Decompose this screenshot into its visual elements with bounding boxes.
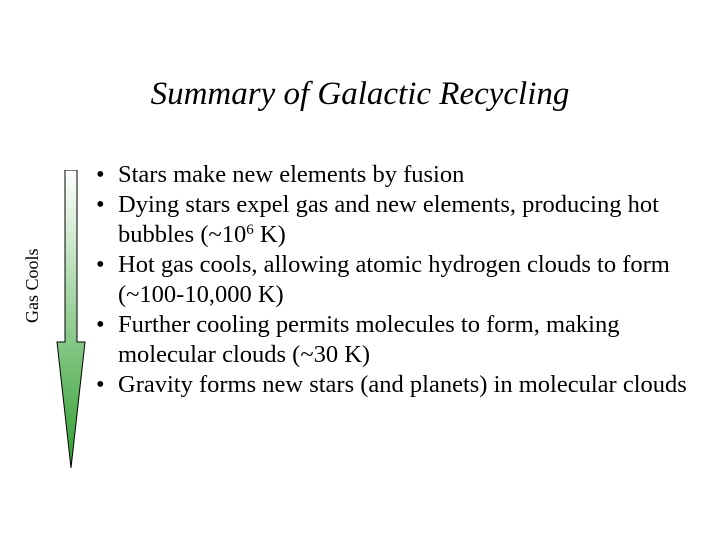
bullet-text: Hot gas cools, allowing atomic hydrogen clouds to form (~100-10,000 K) <box>118 251 670 308</box>
bullet-icon: • <box>96 371 105 398</box>
bullet-icon: • <box>96 251 105 278</box>
bullet-text-suffix: K) <box>253 221 286 248</box>
bullet-text: Further cooling permits molecules to form, making molecular clouds (~30 K) <box>118 311 620 368</box>
bullet-icon: • <box>96 161 105 188</box>
bullet-item <box>90 310 710 370</box>
bullet-item <box>90 250 710 310</box>
cooling-arrow-icon <box>56 170 86 470</box>
bullet-item <box>90 190 710 250</box>
bullet-text: Gravity forms new stars (and planets) in molecular clouds <box>118 371 687 398</box>
bullet-icon: • <box>96 191 105 218</box>
bullet-icon: • <box>96 311 105 338</box>
bullet-item <box>90 370 710 400</box>
gas-cools-label: Gas Cools <box>22 248 42 323</box>
slide-title: Summary of Galactic Recycling <box>150 76 570 112</box>
bullet-item <box>90 160 710 190</box>
bullet-text: Stars make new elements by fusion <box>118 161 465 188</box>
exponent: 6 <box>246 222 254 238</box>
bullet-list <box>90 160 710 400</box>
bullet-text: Dying stars expel gas and new elements, producing hot bubbles (~10 <box>118 191 659 248</box>
